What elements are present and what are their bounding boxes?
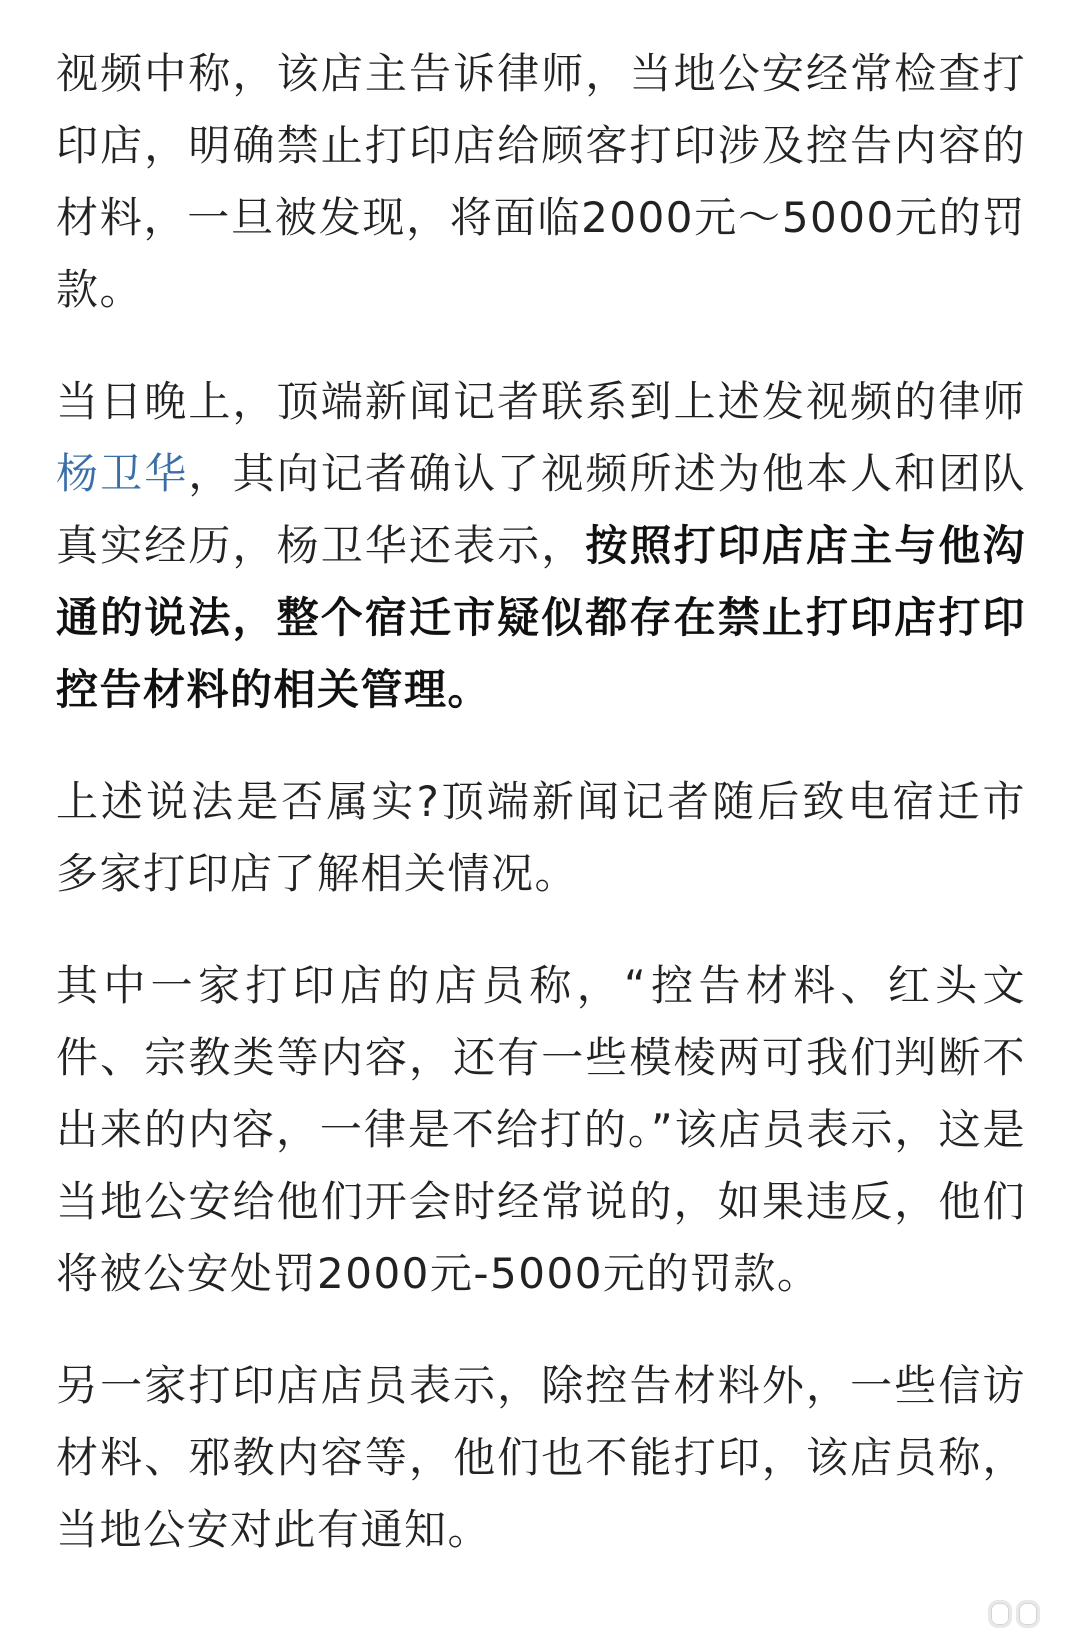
paragraph-2-intro: 当日晚上，顶端新闻记者联系到上述发视频的律师 — [56, 377, 1026, 426]
article-body — [56, 38, 1026, 1566]
watermark-logo — [988, 1600, 1040, 1628]
paragraph-2-middle: ，其向记者确认了视频所述为他本人和团队真实经历，杨卫华还表示， — [56, 449, 1026, 570]
paragraph-1: 视频中称，该店主告诉律师，当地公安经常检查打印店，明确禁止打印店给顾客打印涉及控告内容的材料，一旦被发现，将面临2000元～5000元的罚款。 — [56, 49, 1026, 314]
lawyer-name-link[interactable]: 杨卫华 — [56, 449, 189, 498]
paragraph-2 — [56, 366, 1026, 726]
watermark-mark — [1016, 1600, 1040, 1628]
paragraph-4: 其中一家打印店的店员称，“控告材料、红头文件、宗教类等内容，还有一些模棱两可我们判断不出来的内容，一律是不给打的。”该店员表示，这是当地公安给他们开会时经常说的，如果违反，他们将被公安处罚2000元-5000元的罚款。 — [56, 961, 1026, 1298]
paragraph-5: 另一家打印店店员表示，除控告材料外，一些信访材料、邪教内容等，他们也不能打印，该店员称，当地公安对此有通知。 — [56, 1361, 1026, 1554]
paragraph-3: 上述说法是否属实?顶端新闻记者随后致电宿迁市多家打印店了解相关情况。 — [56, 777, 1026, 898]
watermark-mark — [988, 1600, 1012, 1628]
paragraph-2-bold-statement: 按照打印店店主与他沟通的说法，整个宿迁市疑似都存在禁止打印店打印控告材料的相关管理。 — [56, 521, 1026, 714]
